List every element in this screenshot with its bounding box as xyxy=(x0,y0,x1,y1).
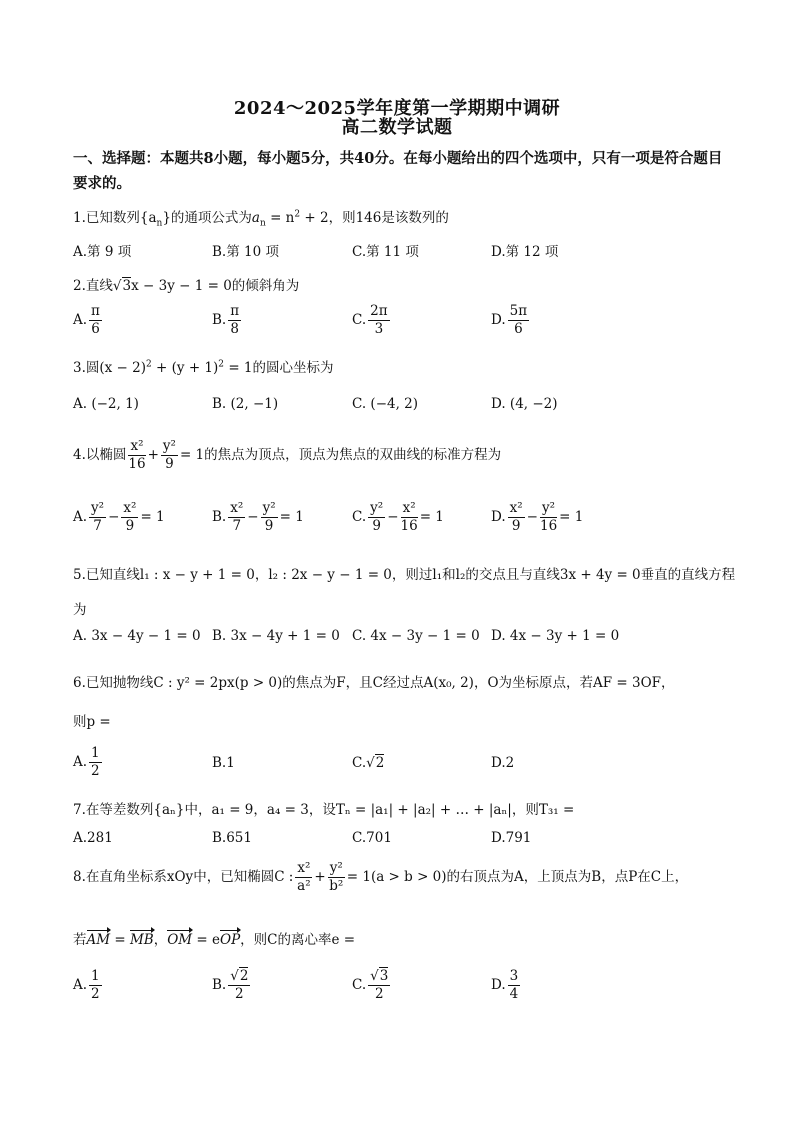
question-8-stem-line2: 若AM = MB，OM = eOP，则C的离心率e = xyxy=(73,932,356,948)
section-header: 一、选择题：本题共8小题，每小题5分，共40分。在每小题给出的四个选项中，只有一项是符合题目要求的。 xyxy=(73,150,723,192)
q7-option-d[interactable]: D.791 xyxy=(491,830,532,846)
q1-option-d[interactable]: D.第 12 项 xyxy=(491,244,559,260)
q2-option-d[interactable]: D. $\frac{5\pi}{6}$ xyxy=(491,303,528,337)
q7-option-b[interactable]: B.651 xyxy=(212,830,252,846)
vector-am: AM xyxy=(86,932,111,948)
q5-option-d[interactable]: D. 4x − 3y + 1 = 0 xyxy=(491,628,620,644)
q2-option-a[interactable]: A. $\frac{\pi}{6}$ xyxy=(73,303,100,337)
vector-om: OM xyxy=(167,932,193,948)
question-4-stem: 4.以椭圆 $\frac{\text{x²}}{16}$ + $\frac{\text{y²}}{9}$ = 1的焦点为顶点，顶点为焦点的双曲线的标准方程为 xyxy=(73,438,502,472)
q6-option-d[interactable]: D.2 xyxy=(491,755,515,771)
q6-option-a[interactable]: A. $\frac{1}{2}$ xyxy=(73,745,100,779)
q7-option-a[interactable]: A.281 xyxy=(73,830,113,846)
q7-option-c[interactable]: C.701 xyxy=(352,830,392,846)
q3-option-c[interactable]: C. (−4, 2) xyxy=(352,396,419,412)
q3-option-d[interactable]: D. (4, −2) xyxy=(491,396,558,412)
q2-option-c[interactable]: C. $\frac{2\pi}{3}$ xyxy=(352,303,388,337)
q8-option-b[interactable]: B. $\frac{√2}{2}$ xyxy=(212,968,249,1002)
question-5-stem-line1: 5.已知直线l₁ : x − y + 1 = 0，l₂ : 2x − y − 1 = 0，则过l₁和l₂的交点且与直线3x + 4y = 0垂直的直线方程 xyxy=(73,567,736,583)
q3-option-a[interactable]: A. (−2, 1) xyxy=(73,396,139,412)
question-8-stem-line1: 8.在直角坐标系xOy中，已知椭圆C : $\frac{\text{x²}}{\text{a²}}$ + $\frac{\text{y²}}{\text{b²}}$ = 1(a > b > 0)的右顶点为A，上顶点为B，点P在C上， xyxy=(73,860,689,894)
question-1-stem: 1.已知数列$\{a_n\}$的通项公式为$a_n = n^2 + 2$，则146是该数列的 xyxy=(73,209,449,229)
question-7-stem: 7.在等差数列{aₙ}中，a₁ = 9，a₄ = 3，设Tₙ = |a₁| + |a₂| + … + |aₙ|，则T₃₁ = xyxy=(73,802,575,818)
question-8-options xyxy=(73,968,733,1008)
question-4-options xyxy=(73,500,733,540)
question-6-stem-line1: 6.已知抛物线C : y² = 2px(p > 0)的焦点为F，且C经过点A(x₀, 2)，O为坐标原点，若AF = 3OF， xyxy=(73,675,675,691)
q5-option-a[interactable]: A. 3x − 4y − 1 = 0 xyxy=(73,628,201,644)
q8-option-d[interactable]: D. $\frac{3}{4}$ xyxy=(491,968,519,1002)
question-5-options xyxy=(73,628,733,668)
q5-option-c[interactable]: C. 4x − 3y − 1 = 0 xyxy=(352,628,480,644)
q5-option-b[interactable]: B. 3x − 4y + 1 = 0 xyxy=(212,628,340,644)
question-2-options xyxy=(73,303,733,343)
vector-op: OP xyxy=(220,932,241,948)
question-5-stem-line2: 为 xyxy=(73,602,87,618)
question-3-stem: 3.圆$(x - 2)^2 + (y + 1)^2 = 1$的圆心坐标为 xyxy=(73,359,334,376)
q3-option-b[interactable]: B. (2, −1) xyxy=(212,396,279,412)
q6-option-c[interactable]: C.√2 xyxy=(352,755,385,771)
question-3-options xyxy=(73,396,733,436)
question-6-options xyxy=(73,745,733,785)
q4-option-c[interactable]: C. $\frac{\text{y²}}{9}$ − $\frac{\text{x²}}{16}$ = 1 xyxy=(352,500,444,534)
q1-option-a[interactable]: A.第 9 项 xyxy=(73,244,132,260)
q1-option-c[interactable]: C.第 11 项 xyxy=(352,244,419,260)
q1-option-b[interactable]: B.第 10 项 xyxy=(212,244,279,260)
exam-title: 2024～2025学年度第一学期期中调研 xyxy=(233,98,561,119)
vector-mb: MB xyxy=(129,932,154,948)
q2-option-b[interactable]: B. $\frac{\pi}{8}$ xyxy=(212,303,240,337)
q8-option-c[interactable]: C. $\frac{√3}{2}$ xyxy=(352,968,389,1002)
q6-option-b[interactable]: B.1 xyxy=(212,755,235,771)
q4-option-d[interactable]: D. $\frac{\text{x²}}{9}$ − $\frac{\text{y²}}{16}$ = 1 xyxy=(491,500,584,534)
exam-subtitle: 高二数学试题 xyxy=(341,117,453,138)
q4-option-a[interactable]: A. $\frac{\text{y²}}{7}$ − $\frac{\text{x²}}{9}$ = 1 xyxy=(73,500,165,534)
q4-option-b[interactable]: B. $\frac{\text{x²}}{7}$ − $\frac{\text{y²}}{9}$ = 1 xyxy=(212,500,304,534)
q8-option-a[interactable]: A. $\frac{1}{2}$ xyxy=(73,968,100,1002)
question-2-stem: 2.直线√3x − 3y − 1 = 0的倾斜角为 xyxy=(73,278,300,294)
question-6-stem-line2: 则p = xyxy=(73,714,111,730)
